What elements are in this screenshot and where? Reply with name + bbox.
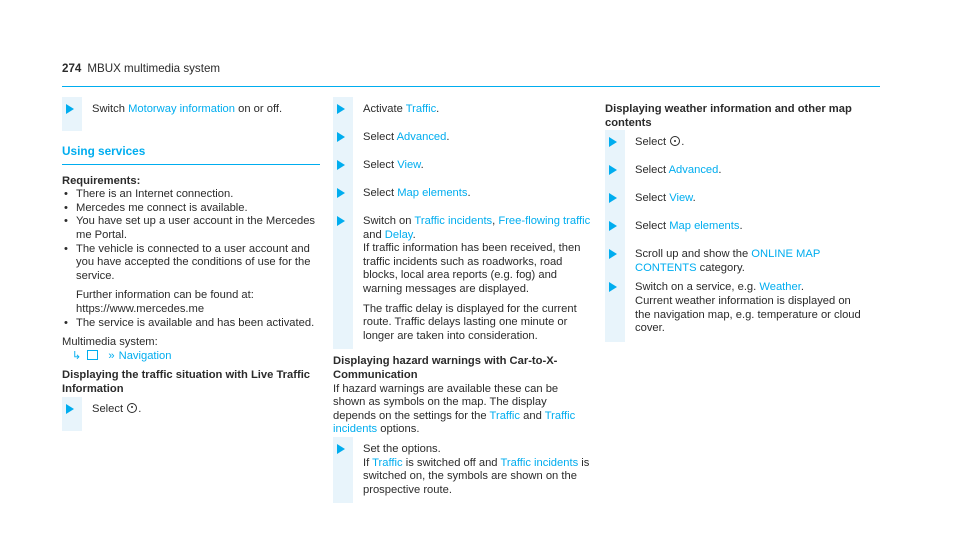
step-arrow-icon: [609, 193, 617, 203]
step-arrow-icon: [337, 104, 345, 114]
step-arrow-icon: [337, 216, 345, 226]
step-text: Set the options.: [363, 442, 441, 455]
step-text: on or off.: [235, 103, 283, 115]
step-text: Scroll up and show the: [635, 248, 752, 261]
step-switch-on-service: [605, 281, 863, 335]
step-arrow-icon: [337, 444, 345, 454]
body-text: options.: [377, 423, 420, 436]
step-text: Select: [635, 220, 670, 233]
section-title-weather: Displaying weather information and other map contents: [605, 103, 852, 129]
page-header: [62, 62, 220, 76]
step-text: .: [138, 402, 142, 415]
step-arrow-icon: [609, 165, 617, 175]
step-text: .: [739, 220, 743, 233]
requirements-title: Requirements:: [62, 174, 141, 187]
step-text: Select: [363, 131, 397, 143]
step-arrow-icon: [609, 282, 617, 292]
subsection-title-live-traffic: Displaying the traffic situation with Live Traffic Information: [62, 369, 311, 395]
step-text: .: [718, 164, 722, 177]
link-advanced[interactable]: Advanced: [396, 131, 447, 143]
link-view[interactable]: View: [669, 192, 693, 205]
step-text: .: [681, 136, 685, 149]
step-arrow-icon: [609, 137, 617, 147]
header-rule: [62, 86, 880, 87]
step-arrow-icon: [66, 104, 74, 114]
column-1: [62, 103, 320, 431]
step-arrow-icon: [337, 160, 345, 170]
link-traffic[interactable]: Traffic: [405, 103, 437, 115]
step-text: Switch on: [363, 215, 415, 227]
step-arrow-icon: [66, 404, 74, 414]
step-select-view: [333, 159, 591, 181]
step-text: .: [420, 159, 424, 171]
link-delay[interactable]: Delay: [384, 228, 413, 241]
requirements-list: [62, 188, 320, 330]
subsection-title-hazard-warnings: Displaying hazard warnings with Car-to-X-Communication: [333, 355, 558, 381]
step-arrow-icon: [609, 249, 617, 259]
section-title-using-services: Using services: [62, 145, 320, 165]
step-text: Select: [363, 187, 398, 199]
step-text: If: [363, 456, 373, 469]
column-3: [605, 103, 863, 342]
page-number: 274: [62, 62, 82, 75]
link-traffic-incidents[interactable]: Traffic incidents: [414, 215, 493, 227]
step-text: Select: [635, 192, 670, 205]
step-text: Select: [363, 159, 398, 171]
step-text: Switch on a service, e.g.: [635, 281, 760, 294]
link-traffic[interactable]: Traffic: [372, 456, 403, 469]
step-text: .: [436, 103, 440, 115]
link-weather[interactable]: Weather: [759, 281, 801, 294]
step-online-map-contents: [605, 248, 863, 275]
column-2: [333, 103, 591, 503]
result-arrow-icon: ↳: [72, 349, 82, 362]
step-motorway: [62, 103, 320, 125]
traffic-info-paragraph: If traffic information has been received, then traffic incidents such as roadworks, road blocks, local area reports (e.g. fog) and warning messages are displayed.: [363, 242, 581, 295]
step-text: .: [800, 281, 804, 294]
step-text: .: [412, 228, 416, 241]
step-arrow-icon: [609, 221, 617, 231]
step-select-view: [605, 192, 863, 214]
step-text: Activate: [363, 103, 406, 115]
page-header-title: MBUX multimedia system: [87, 62, 221, 75]
step-set-options: [333, 443, 591, 497]
list-item: • Mercedes me connect is available.: [76, 202, 320, 216]
settings-icon[interactable]: [670, 136, 680, 146]
step-activate-traffic: [333, 103, 591, 125]
link-motorway-information[interactable]: Motorway information: [128, 103, 236, 115]
link-map-elements[interactable]: Map elements: [669, 220, 740, 233]
step-text: category.: [696, 261, 745, 274]
step-arrow-icon: [337, 188, 345, 198]
nav-label: Multimedia system:: [62, 336, 158, 349]
step-text: is switched on, the symbols are shown on the prospective route.: [363, 456, 590, 496]
weather-body: Current weather information is displayed on the navigation map, e.g. temperature or cloud cover.: [635, 294, 861, 335]
home-icon[interactable]: [87, 350, 98, 360]
list-item: • The service is available and has been activated.: [76, 317, 320, 331]
nav-path: [62, 350, 320, 364]
step-text: ,: [492, 215, 499, 227]
link-free-flowing-traffic[interactable]: Free-flowing traffic: [498, 215, 591, 227]
link-advanced[interactable]: Advanced: [668, 164, 719, 177]
list-item: • There is an Internet connection.: [76, 188, 320, 202]
settings-icon[interactable]: [127, 403, 137, 413]
step-text: Select: [92, 402, 127, 415]
step-text: Select: [635, 136, 670, 149]
list-item: [76, 243, 320, 317]
step-select-advanced: [333, 131, 591, 153]
further-info-text: Further information can be found at: https://www.mercedes.me: [76, 289, 254, 315]
step-text: Select: [635, 164, 669, 177]
step-text: Switch: [92, 103, 129, 115]
traffic-delay-paragraph: The traffic delay is displayed for the current route. Traffic delays lasting one minute or longer are taken into consideration.: [363, 302, 577, 342]
step-select-map-elements: [605, 220, 863, 242]
step-switch-on-traffic: [333, 215, 591, 343]
link-map-elements[interactable]: Map elements: [397, 187, 468, 199]
double-chevron-icon: »: [108, 349, 115, 362]
body-text: and: [520, 409, 545, 422]
step-text: is switched off and: [402, 456, 501, 469]
link-traffic-incidents[interactable]: Traffic incidents: [500, 456, 579, 469]
step-select-settings: [62, 403, 320, 425]
hazard-body: [333, 383, 591, 437]
body-text: If hazard warnings are available these can be shown as symbols on the map. The display depends on the settings for the: [333, 382, 559, 422]
step-select-settings: [605, 136, 863, 158]
link-navigation[interactable]: Navigation: [118, 349, 172, 362]
set-options-body: [363, 457, 591, 498]
step-arrow-icon: [337, 132, 345, 142]
step-select-map-elements: [333, 187, 591, 209]
list-item: • You have set up a user account in the Mercedes me Portal.: [76, 215, 320, 242]
link-traffic[interactable]: Traffic: [489, 409, 521, 422]
step-text: .: [446, 131, 450, 143]
link-traffic-incidents[interactable]: Traffic incidents: [333, 409, 576, 436]
list-item-text: The vehicle is connected to a user account and you have accepted the conditions of use for the service.: [76, 242, 311, 282]
step-text: .: [467, 187, 471, 199]
link-view[interactable]: View: [397, 159, 421, 171]
step-select-advanced: [605, 164, 863, 186]
step-text: .: [692, 192, 696, 205]
step-text: and: [363, 228, 385, 241]
link-online-map-contents[interactable]: ONLINE MAP CONTENTS: [635, 248, 821, 274]
